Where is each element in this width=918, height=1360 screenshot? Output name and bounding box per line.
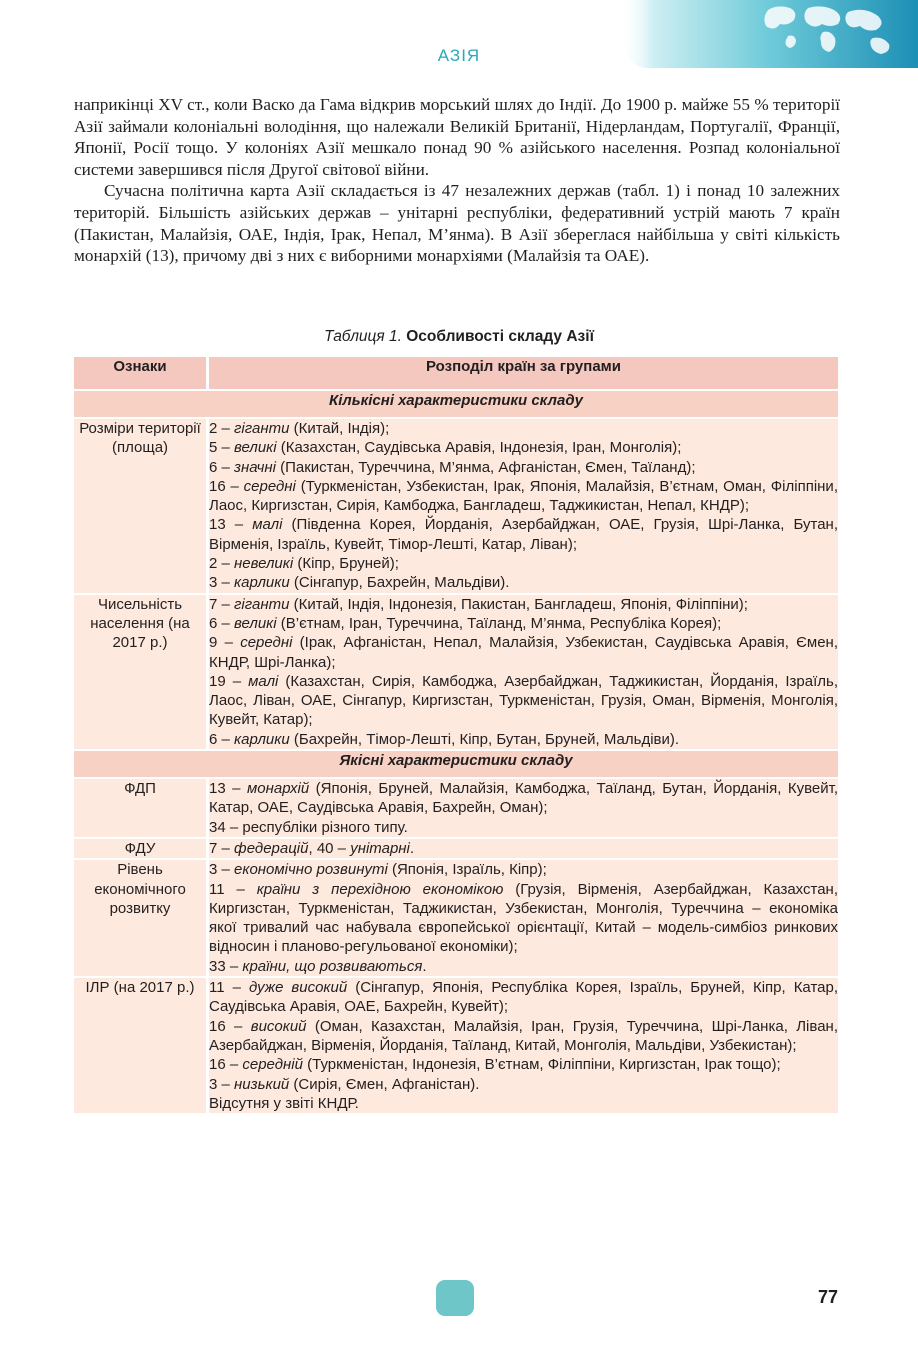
group-term: низький [234,1075,290,1093]
group-countries: (Казахстан, Саудівська Аравія, Індонезія, Іран, Монголія); [276,439,682,457]
group-countries: . [409,839,415,857]
group-count: 19 – [209,672,249,690]
group-term: карлики [234,574,290,592]
group-count: 6 – [209,730,235,748]
group-term: країни з перехідною економікою [256,880,504,898]
group-term: середні [240,634,293,652]
group-line [209,672,838,730]
group-line [209,554,838,573]
group-line [209,978,838,1017]
group-line [209,818,838,837]
group-count: 2 – [209,555,235,573]
group-line [209,880,838,957]
section-title: Якісні характеристики складу [74,751,838,779]
group-count: 13 – [209,780,247,798]
group-line [209,438,838,457]
group-count: 13 – [209,516,253,534]
group-line [209,458,838,477]
group-term: федерацій [234,839,309,857]
group-line [209,839,838,858]
group-countries: (Сінгапур, Бахрейн, Мальдіви). [289,574,510,592]
group-term: гіганти [234,595,290,613]
group-line [209,614,838,633]
group-count: 7 – [209,839,235,857]
group-line [209,1075,838,1094]
group-term: високий [250,1017,307,1035]
group-term: малі [248,672,279,690]
group-term: великі [234,614,277,632]
group-countries: (Сінгапур, Японія, Республіка Корея, Ізраїль, Бруней, Кіпр, Катар, Саудівська Аравія, ОАЕ, Бахрейн, Кувейт); [209,979,838,1016]
group-countries: (В’єтнам, Іран, Туреччина, Таїланд, М’янма, Республіка Корея); [276,614,722,632]
group-line [209,477,838,516]
row-content [209,860,838,978]
paragraph: наприкінці XV ст., коли Васко да Гама відкрив морський шлях до Індії. До 1900 р. майже 55 % території Азії займали колоніальні володіння, що належали Великій Британії, Нідерландам, Португалії, Франції, Японії, Росії тощо. У колоніях Азії мешкало понад 90 % азійського населення. Розпад колоніальної системи завершився після Другої світової війни. [74,95,840,179]
page-tab-marker [436,1280,474,1316]
group-line [209,1017,838,1056]
group-countries: (Туркменістан, Узбекистан, Ірак, Японія, Малайзія, В’єтнам, Оман, Філіппіни, Лаос, Киргизстан, Сирія, Камбоджа, Бангладеш, Таджикистан, Непал, КНДР); [209,477,838,515]
group-countries: (Бахрейн, Тімор-Лешті, Кіпр, Бутан, Бруней, Мальдіви). [289,730,680,748]
row-label: ІЛР (на 2017 р.) [74,978,209,1115]
group-countries: (Південна Корея, Йорданія, Азербайджан, ОАЕ, Грузія, Шрі-Ланка, Бутан, Вірменія, Ізраїль, Кувейт, Тімор-Лешті, Катар, Ліван); [209,516,838,553]
row-label: Розміри території (площа) [74,419,209,595]
column-header: Розподіл країн за групами [209,357,838,391]
group-countries: (Пакистан, Туреччина, М’янма, Афганістан, Ємен, Таїланд); [275,458,696,476]
row-content [209,595,838,751]
group-count: 11 – [209,979,249,997]
group-term: унітарні [350,839,410,857]
group-line [209,779,838,818]
group-count: 2 – [209,420,235,437]
paragraph: Сучасна політична карта Азії складається із 47 незалежних держав (табл. 1) і понад 10 залежних територій. Більшість азійських держав – унітарні республіки, федеративний устрій мають 7 країн (Пакистан, Малайзія, ОАЕ, Індія, Ірак, Непал, М’янма). В Азії збереглася найбільша у світі кількість монархій (13), причому дві з них є виборними монархіями (Малайзія та ОАЕ). [74,181,840,266]
row-content [209,839,838,860]
group-countries: (Сирія, Ємен, Афганістан). [289,1075,480,1093]
group-count: 11 – [209,880,257,898]
group-line [209,957,838,976]
group-countries: , 40 – [308,839,351,857]
row-label: ФДУ [74,839,209,860]
table-caption-title: Особливості складу Азії [406,328,594,345]
section-title: АЗІЯ [437,46,481,65]
body-text [74,94,840,267]
group-count: 6 – [209,458,235,476]
row-content [209,419,838,595]
group-count: 34 – республіки різного типу. [209,818,408,836]
row-content [209,779,838,839]
group-term: країни, що розвиваються [242,957,423,975]
group-countries: . [422,957,427,975]
group-count: 33 – [209,957,243,975]
group-countries: (Японія, Бруней, Малайзія, Камбоджа, Таїланд, Бутан, Йорданія, Кувейт, Катар, ОАЕ, Саудівська Аравія, Бахрейн, Оман); [209,780,838,817]
group-count: 9 – [209,634,241,652]
group-count: Відсутня у звіті КНДР. [209,1094,359,1112]
row-label: ФДП [74,779,209,839]
group-term: невеликі [234,555,294,573]
group-countries: (Туркменістан, Індонезія, В’єтнам, Філіппіни, Киргизстан, Ірак тощо); [302,1056,781,1074]
group-term: економічно розвинуті [234,861,388,879]
group-count: 7 – [209,595,235,613]
group-line [209,730,838,749]
group-term: малі [252,516,283,534]
group-countries: (Грузія, Вірменія, Азербайджан, Казахстан, Киргизстан, Туркменістан, Таджикистан, Узбекистан, Монголія, Туреччина – економіка якої тривалий час набувала європейської орієнтації, Китай – модель-симбіоз ринкових відносин і планово-регульованої економіки); [209,880,839,956]
group-count: 16 – [209,1056,243,1074]
column-header: Ознаки [74,357,209,391]
composition-table [74,357,838,1115]
group-line [209,1055,838,1074]
group-count: 16 – [209,1017,251,1035]
group-count: 16 – [209,477,244,495]
table-row [74,779,838,839]
group-line [209,633,838,672]
group-line [209,573,838,592]
group-line [209,1094,838,1113]
table-header-row [74,357,838,391]
group-term: великі [234,439,277,457]
table-row [74,978,838,1115]
group-term: значні [234,458,276,476]
table-row [74,839,838,860]
section-row [74,391,838,419]
row-label: Чисельність населення (на 2017 р.) [74,595,209,751]
table-caption-prefix: Таблиця 1. [324,328,402,345]
group-countries: (Китай, Індія); [289,420,390,437]
group-countries: (Оман, Казахстан, Малайзія, Іран, Грузія, Туреччина, Шрі-Ланка, Ліван, Азербайджан, Вірменія, Йорданія, Таїланд, Китай, Монголія, Мальдіви, Узбекистан); [209,1017,838,1054]
group-line [209,595,838,614]
group-countries: (Кіпр, Бруней); [293,555,399,573]
group-countries: (Японія, Ізраїль, Кіпр); [387,861,547,879]
table-row [74,419,838,595]
section-title: Кількісні характеристики складу [74,391,838,419]
group-count: 3 – [209,574,235,592]
group-term: карлики [234,730,290,748]
group-count: 6 – [209,614,235,632]
row-label: Рівень економічного розвитку [74,860,209,978]
group-countries: (Казахстан, Сирія, Камбоджа, Азербайджан, Таджикистан, Йорданія, Ізраїль, Лаос, Ліван, ОАЕ, Сінгапур, Киргизстан, Туркменістан, Грузія, Оман, Вірменія, Монголія, Кувейт, Катар); [209,672,838,729]
group-term: гіганти [234,420,290,437]
section-row [74,751,838,779]
group-term: монархій [246,780,310,798]
group-countries: (Китай, Індія, Індонезія, Пакистан, Бангладеш, Японія, Філіппіни); [289,595,748,613]
group-term: середні [243,477,296,495]
group-line [209,419,838,438]
group-line [209,515,838,554]
group-count: 3 – [209,1075,235,1093]
group-term: дуже високий [248,979,348,997]
group-line [209,860,838,879]
table-body [74,391,838,1115]
group-count: 3 – [209,861,235,879]
table-caption [0,328,918,346]
group-count: 5 – [209,439,235,457]
page-number: 77 [817,1287,838,1307]
group-countries: (Ірак, Афганістан, Непал, Малайзія, Узбекистан, Саудівська Аравія, Ємен, КНДР, Шрі-Ланка); [209,634,838,671]
row-content [209,978,838,1115]
group-term: середній [242,1056,303,1074]
table-row [74,860,838,978]
table-row [74,595,838,751]
